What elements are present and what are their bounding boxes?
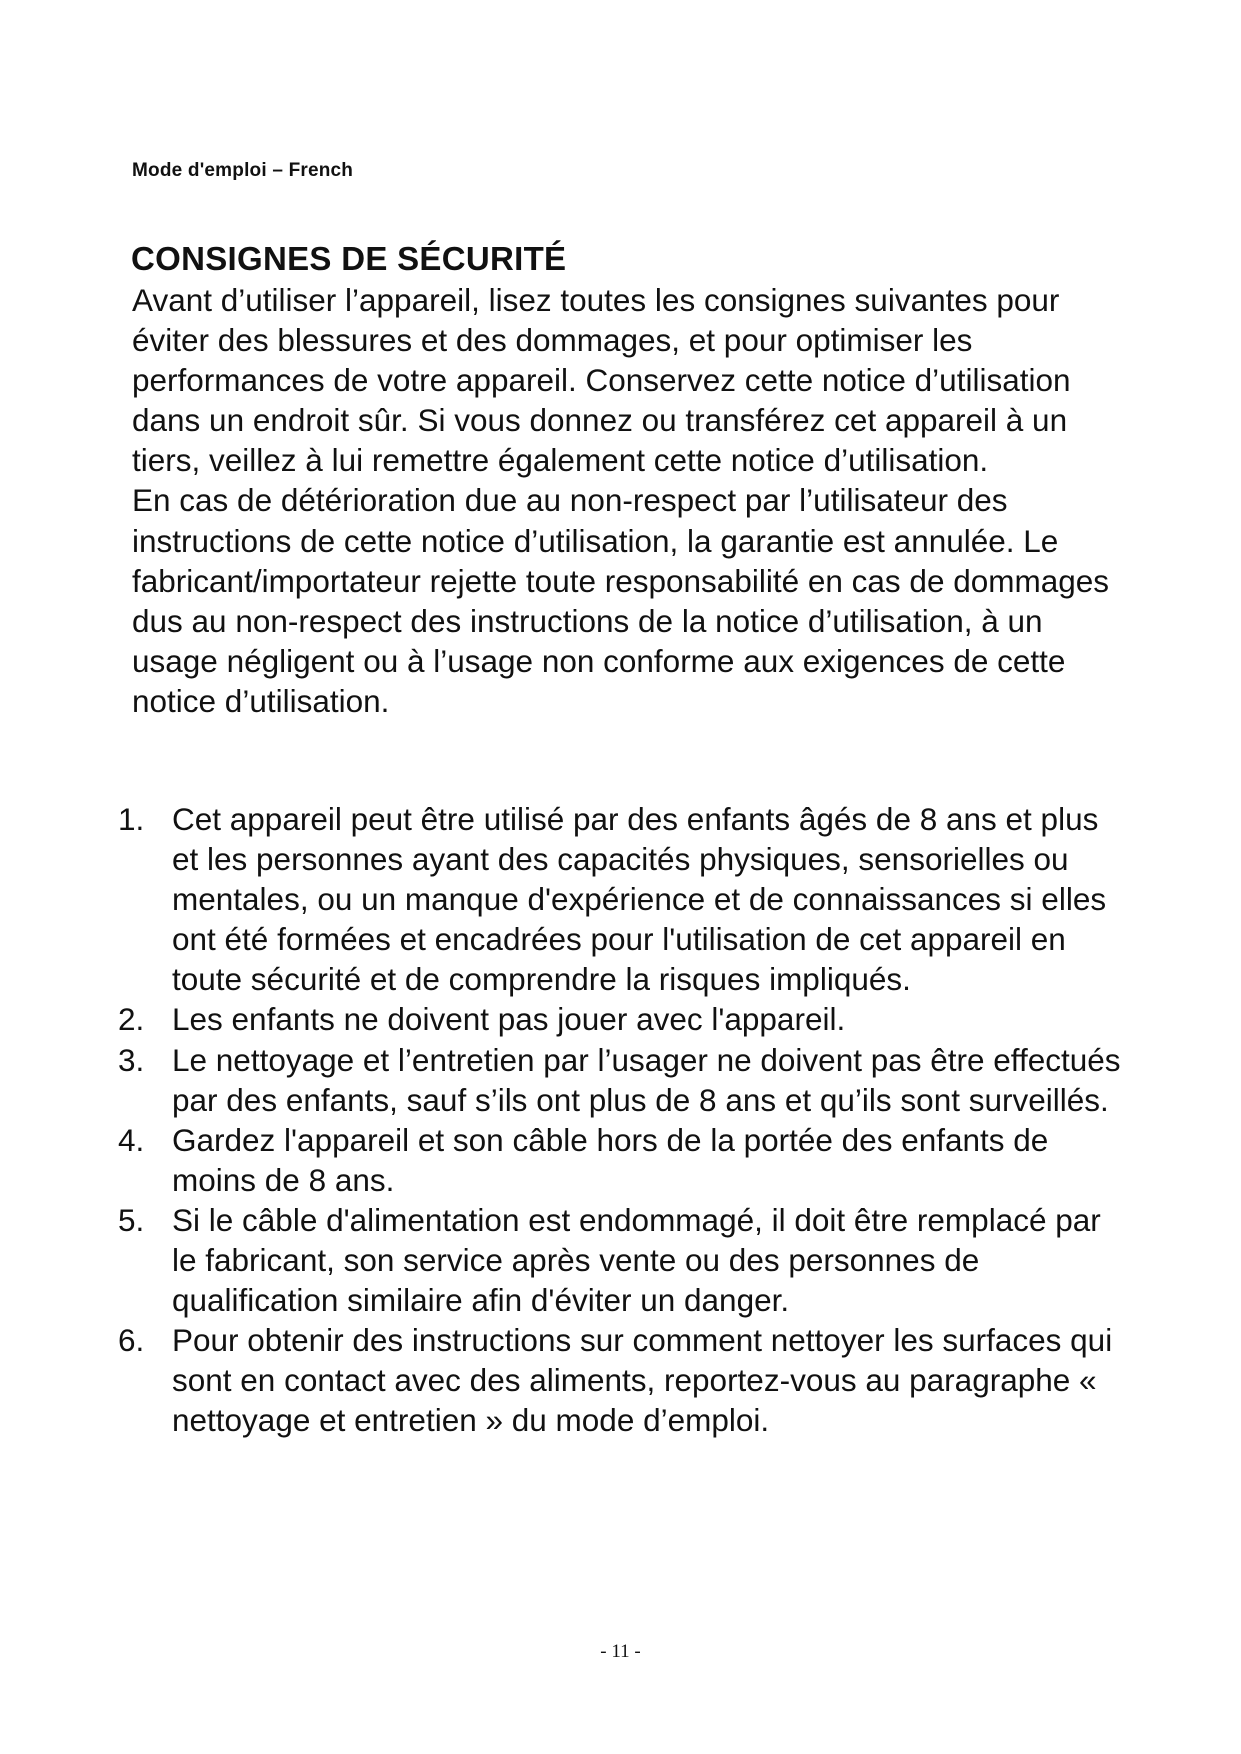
list-item <box>110 1200 1130 1320</box>
list-item-number: 2. <box>118 1001 145 1038</box>
list-item-number: 4. <box>118 1121 145 1158</box>
list-item-number: 6. <box>118 1322 145 1359</box>
intro-text <box>132 280 1122 721</box>
list-item <box>110 1120 1130 1200</box>
list-item-text: Cet appareil peut être utilisé par des enfants âgés de 8 ans et plus et les personnes ayant des capacités physiques, sensorielles ou mentales, ou un manque d'expérience et de connaissances si elles ont été formées et encadrées pour l'utilisation de cet appareil en toute sécurité et de comprendre la risques impliqués. <box>172 801 1107 998</box>
safety-instructions-list <box>110 799 1130 1441</box>
list-item-number: 5. <box>118 1201 145 1238</box>
list-item-text: Gardez l'appareil et son câble hors de la portée des enfants de moins de 8 ans. <box>172 1121 1049 1198</box>
list-item-number: 1. <box>118 801 145 837</box>
section-title: CONSIGNES DE SÉCURITÉ <box>131 240 567 277</box>
list-item-text: Pour obtenir des instructions sur comment nettoyer les surfaces qui sont en contact avec des aliments, reportez-vous au paragraphe « nettoyage et entretien » du mode d’emploi. <box>172 1322 1113 1439</box>
list-item-text: Les enfants ne doivent pas jouer avec l'appareil. <box>172 1001 846 1038</box>
list-item <box>110 1040 1130 1120</box>
list-item <box>110 999 1130 1039</box>
list-item-text: Le nettoyage et l’entretien par l’usager ne doivent pas être effectués par des enfants, sauf s’ils ont plus de 8 ans et qu’ils sont surveillés. <box>172 1041 1121 1118</box>
list-item-number: 3. <box>118 1041 145 1078</box>
document-header: Mode d'emploi – French <box>132 160 354 181</box>
intro-paragraph-1: Avant d’utiliser l’appareil, lisez toutes les consignes suivantes pour éviter des blessures et des dommages, et pour optimiser les performances de votre appareil. Conservez cette notice d’utilisation dans un endroit sûr. Si vous donnez ou transférez cet appareil à un tiers, veillez à lui remettre également cette notice d’utilisation. <box>132 282 1071 479</box>
list-item <box>110 1320 1130 1440</box>
page-number: - 11 - <box>600 1641 641 1662</box>
intro-paragraph-2: En cas de détérioration due au non-respect par l’utilisateur des instructions de cette notice d’utilisation, la garantie est annulée. Le fabricant/importateur rejette toute responsabilité en cas de dommages dus au non-respect des instructions de la notice d’utilisation, à un usage négligent ou à l’usage non conforme aux exigences de cette notice d’utilisation. <box>132 482 1110 719</box>
list-item <box>110 799 1130 999</box>
list-item-text: Si le câble d'alimentation est endommagé, il doit être remplacé par le fabricant, son service après vente ou des personnes de qualification similaire afin d'éviter un danger. <box>172 1201 1101 1319</box>
